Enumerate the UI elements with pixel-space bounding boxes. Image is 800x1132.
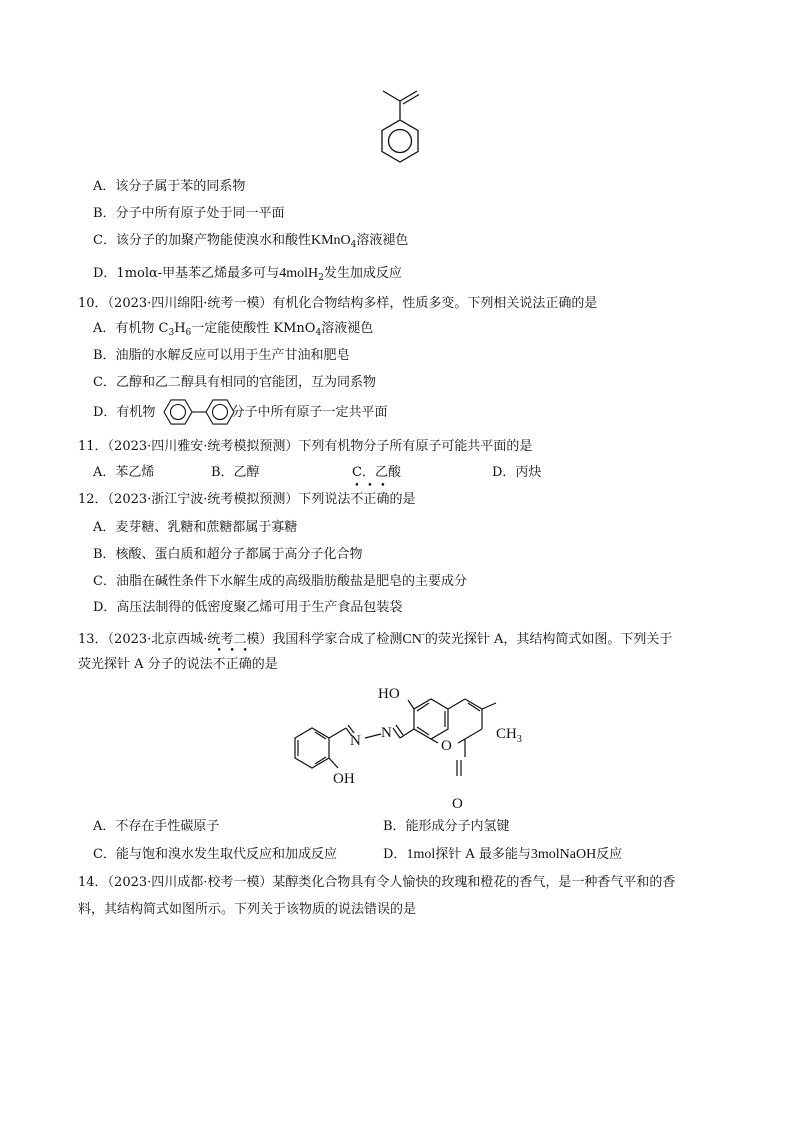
- q11-stem: 11．（2023·四川雅安·统考模拟预测）下列有机物分子所有原子可能共平面的是: [78, 439, 533, 454]
- q9-option-a: A．该分子属于苯的同系物: [93, 179, 246, 194]
- q13-option-d-mid: 探针 A 最多能与: [435, 847, 531, 862]
- q12-option-d: D．高压法制得的低密度聚乙烯可用于生产食品包装袋: [93, 600, 403, 615]
- q11-option-c: C．乙酸: [352, 465, 401, 480]
- q10-option-a-tail: 溶液褪色: [321, 321, 374, 336]
- emphasis-char: 不: [350, 492, 364, 507]
- n-label-1: N: [350, 733, 361, 749]
- q9-option-c-tail: 溶液褪色: [356, 233, 409, 248]
- h-symbol: H: [174, 321, 186, 336]
- q13-option-d: [383, 846, 622, 864]
- mol-formula: 1mol: [406, 847, 436, 862]
- q13-stem2-tail: 的是: [251, 657, 278, 672]
- q11-option-d: D．丙炔: [492, 465, 542, 480]
- emphasis-char: 不: [212, 657, 226, 672]
- q11-option-b: B．乙醇: [211, 465, 260, 480]
- cyanide-formula: CN: [402, 632, 422, 647]
- emphasis-char: 正: [225, 657, 239, 672]
- emphasis-char: 正: [363, 492, 377, 507]
- h2-formula: 4molH: [279, 266, 319, 281]
- q10-option-d-tail: 分子中所有原子一定共平面: [231, 405, 388, 420]
- q12-option-a: A．麦芽糖、乳糖和蔗糖都属于寡糖: [93, 520, 298, 535]
- q13-option-a: A．不存在手性碳原子: [93, 819, 220, 834]
- q10-stem: 10．（2023·四川绵阳·统考一模）有机化合物结构多样，性质多变。下列相关说法正确的是: [78, 296, 598, 311]
- h2-subscript: 2: [318, 273, 324, 283]
- h6-subscript: 6: [185, 328, 192, 338]
- emphasis-char: 确: [238, 657, 252, 672]
- emphasis-char: 确: [376, 492, 390, 507]
- q13-option-c: C．能与饱和溴水发生取代反应和加成反应: [93, 847, 337, 862]
- ho-label: HO: [378, 686, 400, 702]
- n-label-2: N: [381, 725, 392, 741]
- q9-option-d-text: D．1molα-甲基苯乙烯最多可与: [93, 266, 280, 281]
- q13-option-d-tail: 反应: [596, 847, 623, 862]
- q9-option-c-text: C．该分子的加聚产物能使溴水和酸性: [93, 233, 311, 248]
- q10-option-a-text: A．有机物 C: [93, 321, 169, 336]
- q9-option-b: B．分子中所有原子处于同一平面: [93, 206, 285, 221]
- q12-option-c: C．油脂在碱性条件下水解生成的高级脂肪酸盐是肥皂的主要成分: [93, 574, 467, 589]
- naoh-formula: 3molNaOH: [530, 847, 597, 862]
- kmno4-subscript-q10: 4: [315, 328, 322, 338]
- q12-stem-tail: 的是: [389, 492, 416, 507]
- cyanide-charge: -: [421, 630, 425, 640]
- q14-stem-line2: 料，其结构简式如图所示。下列关于该物质的说法错误的是: [78, 902, 417, 917]
- kmno4-subscript: 4: [350, 240, 357, 250]
- q13-stem-text: 13．（2023·北京西城·统考二模）我国科学家合成了检测: [78, 632, 403, 647]
- ch3-text: CH: [496, 726, 517, 742]
- q13-stem-tail: 的荧光探针 A，其结构简式如图。下列关于: [424, 632, 673, 647]
- carbonyl-oxygen-label: O: [452, 796, 463, 812]
- q10-option-b: B．油脂的水解反应可以用于生产甘油和肥皂: [93, 348, 350, 363]
- q10-option-c: C．乙醇和乙二醇具有相同的官能团，互为同系物: [93, 375, 376, 390]
- ch3-subscript: 3: [516, 734, 522, 745]
- oh-label: OH: [333, 771, 355, 787]
- q14-stem-line1: 14．（2023·四川成都·校考一模）某醇类化合物具有令人愉快的玫瑰和橙花的香气，是一种香气平和的香: [78, 875, 676, 890]
- q13-stem2-text: 荧光探针 A 分子的说法: [78, 657, 213, 672]
- q12-stem-text: 12．（2023·浙江宁波·统考模拟预测）下列说法: [78, 492, 351, 507]
- q13-option-b: B．能形成分子内氢键: [383, 819, 510, 834]
- ch3-label: [496, 726, 522, 745]
- q10-option-a-mid: 一定能使酸性 KMnO: [191, 321, 316, 336]
- kmno4-formula: KMnO: [310, 233, 351, 248]
- q11-option-a: A．苯乙烯: [93, 465, 155, 480]
- ring-oxygen-label: O: [441, 738, 452, 754]
- q12-option-b: B．核酸、蛋白质和超分子都属于高分子化合物: [93, 547, 363, 562]
- q9-option-d-tail: 发生加成反应: [323, 266, 402, 281]
- q13-option-d-text: D．: [383, 847, 407, 862]
- c3-subscript: 3: [168, 328, 175, 338]
- q10-option-d-text: D．有机物: [93, 405, 156, 420]
